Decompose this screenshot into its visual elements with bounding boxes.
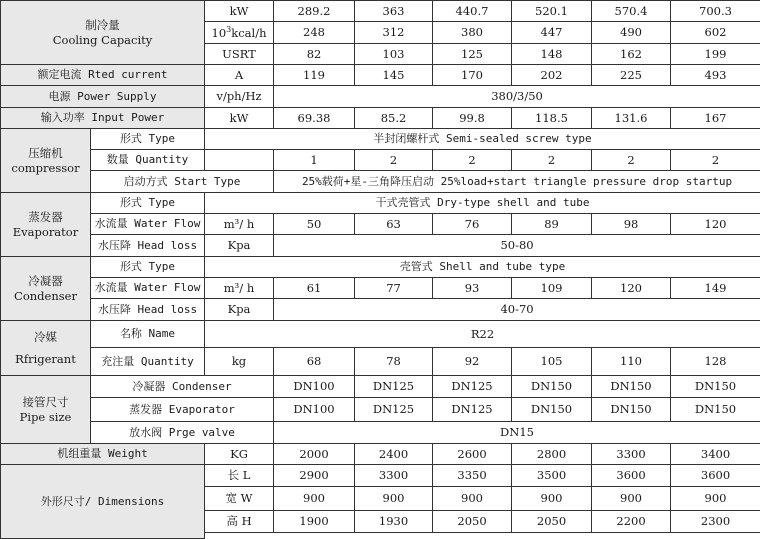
rated-current-value: 225 bbox=[592, 65, 671, 86]
row-weight bbox=[1, 444, 760, 465]
evaporator-head-value: 50-80 bbox=[274, 235, 760, 257]
pipe-condenser-value: DN125 bbox=[433, 376, 512, 398]
cooling-label-en: Cooling Capacity bbox=[4, 33, 201, 47]
evaporator-head-unit: Kpa bbox=[205, 235, 274, 257]
kcal-unit-suffix: kcal/h bbox=[231, 26, 266, 40]
input-power-unit: kW bbox=[205, 108, 274, 129]
evaporator-flow-value: 89 bbox=[512, 214, 592, 235]
evaporator-flow-label: 水流量 Water Flow bbox=[91, 214, 205, 235]
refrigerant-charge-value: 78 bbox=[355, 348, 433, 376]
refrigerant-label-cn: 冷媒 bbox=[4, 330, 87, 344]
rated-current-label: 额定电流 Rted current bbox=[1, 65, 205, 86]
cooling-kcal-value: 490 bbox=[592, 22, 671, 44]
rated-current-value: 493 bbox=[671, 65, 760, 86]
row-dim-length bbox=[1, 465, 760, 487]
dim-height-value: 2300 bbox=[671, 511, 760, 533]
rated-current-unit: A bbox=[205, 65, 274, 86]
rated-current-value: 145 bbox=[355, 65, 433, 86]
input-power-label: 输入功率 Input Power bbox=[1, 108, 205, 129]
row-rated-current bbox=[1, 65, 760, 86]
condenser-type-value: 壳管式 Shell and tube type bbox=[205, 257, 760, 278]
compressor-qty-value: 2 bbox=[512, 150, 592, 171]
dim-width-unit: 宽 W bbox=[205, 487, 274, 511]
pipe-purge-value: DN15 bbox=[274, 422, 760, 444]
pipe-evaporator-value: DN150 bbox=[671, 398, 760, 422]
compressor-qty-value: 2 bbox=[433, 150, 512, 171]
dim-width-value: 900 bbox=[512, 487, 592, 511]
evaporator-flow-unit: m³/ h bbox=[205, 214, 274, 235]
condenser-label-en: Condenser bbox=[4, 289, 87, 303]
pipe-condenser-value: DN150 bbox=[671, 376, 760, 398]
pipe-condenser-label: 冷凝器 Condenser bbox=[91, 376, 274, 398]
row-condenser-head bbox=[1, 299, 760, 321]
dim-width-value: 900 bbox=[355, 487, 433, 511]
input-power-value: 85.2 bbox=[355, 108, 433, 129]
pipe-condenser-value: DN125 bbox=[355, 376, 433, 398]
condenser-type-label: 形式 Type bbox=[91, 257, 205, 278]
row-condenser-flow bbox=[1, 278, 760, 299]
dim-width-value: 900 bbox=[274, 487, 355, 511]
condenser-flow-value: 77 bbox=[355, 278, 433, 299]
pipe-evaporator-value: DN125 bbox=[433, 398, 512, 422]
dim-width-value: 900 bbox=[592, 487, 671, 511]
refrigerant-charge-value: 128 bbox=[671, 348, 760, 376]
dim-length-value: 3500 bbox=[512, 465, 592, 487]
condenser-label bbox=[1, 257, 91, 321]
evaporator-type-label: 形式 Type bbox=[91, 193, 205, 214]
input-power-value: 167 bbox=[671, 108, 760, 129]
pipe-label-en: Pipe size bbox=[4, 410, 87, 424]
refrigerant-charge-value: 110 bbox=[592, 348, 671, 376]
input-power-value: 99.8 bbox=[433, 108, 512, 129]
compressor-qty-value: 2 bbox=[355, 150, 433, 171]
refrigerant-name-label: 名称 Name bbox=[91, 321, 205, 348]
pipe-evaporator-value: DN150 bbox=[512, 398, 592, 422]
dimensions-label: 外形尺寸/ Dimensions bbox=[1, 465, 205, 539]
input-power-value: 69.38 bbox=[274, 108, 355, 129]
condenser-head-unit: Kpa bbox=[205, 299, 274, 321]
cooling-capacity-label bbox=[1, 1, 205, 65]
compressor-type-label: 形式 Type bbox=[91, 129, 205, 150]
cooling-kcal-value: 312 bbox=[355, 22, 433, 44]
row-compressor-start bbox=[1, 171, 760, 193]
rated-current-value: 170 bbox=[433, 65, 512, 86]
input-power-value: 131.6 bbox=[592, 108, 671, 129]
evaporator-flow-value: 63 bbox=[355, 214, 433, 235]
refrigerant-charge-label: 充注量 Quantity bbox=[91, 348, 205, 376]
row-compressor-type bbox=[1, 129, 760, 150]
cooling-kw-value: 289.2 bbox=[274, 1, 355, 22]
compressor-label-cn: 压缩机 bbox=[4, 146, 87, 160]
compressor-start-label: 启动方式 Start Type bbox=[91, 171, 274, 193]
refrigerant-label bbox=[1, 321, 91, 376]
pipe-evaporator-value: DN150 bbox=[592, 398, 671, 422]
pipe-size-label bbox=[1, 376, 91, 444]
row-power-supply bbox=[1, 86, 760, 108]
evaporator-label-cn: 蒸发器 bbox=[4, 210, 87, 224]
condenser-flow-label: 水流量 Water Flow bbox=[91, 278, 205, 299]
weight-value: 3400 bbox=[671, 444, 760, 465]
weight-unit: KG bbox=[205, 444, 274, 465]
compressor-qty-value: 2 bbox=[671, 150, 760, 171]
evaporator-label-en: Evaporator bbox=[4, 225, 87, 239]
dim-width-value: 900 bbox=[671, 487, 760, 511]
row-compressor-qty bbox=[1, 150, 760, 171]
cooling-kw-value: 570.4 bbox=[592, 1, 671, 22]
dim-height-value: 1900 bbox=[274, 511, 355, 533]
condenser-flow-value: 61 bbox=[274, 278, 355, 299]
evaporator-label bbox=[1, 193, 91, 257]
cooling-usrt-value: 125 bbox=[433, 44, 512, 65]
dim-length-value: 3300 bbox=[355, 465, 433, 487]
pipe-evaporator-value: DN100 bbox=[274, 398, 355, 422]
cooling-usrt-value: 162 bbox=[592, 44, 671, 65]
cooling-kcal-value: 602 bbox=[671, 22, 760, 44]
cooling-kw-value: 363 bbox=[355, 1, 433, 22]
refrigerant-label-en: Rfrigerant bbox=[4, 352, 87, 366]
compressor-type-value: 半封闭螺杆式 Semi-sealed screw type bbox=[205, 129, 760, 150]
weight-value: 2800 bbox=[512, 444, 592, 465]
row-evaporator-head bbox=[1, 235, 760, 257]
weight-value: 2600 bbox=[433, 444, 512, 465]
cooling-kcal-value: 248 bbox=[274, 22, 355, 44]
pipe-evaporator-value: DN125 bbox=[355, 398, 433, 422]
evaporator-type-value: 干式壳管式 Dry-type shell and tube bbox=[205, 193, 760, 214]
condenser-head-label: 水压降 Head loss bbox=[91, 299, 205, 321]
cooling-kcal-value: 447 bbox=[512, 22, 592, 44]
refrigerant-charge-unit: kg bbox=[205, 348, 274, 376]
cooling-usrt-value: 199 bbox=[671, 44, 760, 65]
evaporator-flow-value: 76 bbox=[433, 214, 512, 235]
input-power-value: 118.5 bbox=[512, 108, 592, 129]
dim-height-value: 2050 bbox=[433, 511, 512, 533]
compressor-qty-value: 2 bbox=[592, 150, 671, 171]
row-evaporator-flow bbox=[1, 214, 760, 235]
dim-height-value: 2200 bbox=[592, 511, 671, 533]
kcal-unit-sup: 3 bbox=[226, 25, 231, 34]
evaporator-flow-value: 98 bbox=[592, 214, 671, 235]
pipe-condenser-value: DN150 bbox=[512, 376, 592, 398]
dim-length-value: 3350 bbox=[433, 465, 512, 487]
row-evaporator-type bbox=[1, 193, 760, 214]
condenser-flow-value: 149 bbox=[671, 278, 760, 299]
dim-length-value: 3600 bbox=[671, 465, 760, 487]
rated-current-value: 119 bbox=[274, 65, 355, 86]
dim-width-value: 900 bbox=[433, 487, 512, 511]
cooling-usrt-value: 103 bbox=[355, 44, 433, 65]
pipe-label-cn: 接管尺寸 bbox=[4, 395, 87, 409]
rated-current-value: 202 bbox=[512, 65, 592, 86]
compressor-qty-unit bbox=[205, 150, 274, 171]
row-pipe-evaporator bbox=[1, 398, 760, 422]
compressor-qty-label: 数量 Quantity bbox=[91, 150, 205, 171]
row-input-power bbox=[1, 108, 760, 129]
evaporator-flow-value: 50 bbox=[274, 214, 355, 235]
evaporator-flow-value: 120 bbox=[671, 214, 760, 235]
condenser-flow-value: 93 bbox=[433, 278, 512, 299]
evaporator-head-label: 水压降 Head loss bbox=[91, 235, 205, 257]
cooling-kw-unit: kW bbox=[205, 1, 274, 22]
dim-height-value: 1930 bbox=[355, 511, 433, 533]
cooling-usrt-value: 148 bbox=[512, 44, 592, 65]
dim-height-value: 2050 bbox=[512, 511, 592, 533]
row-refrigerant-name bbox=[1, 321, 760, 348]
pipe-purge-label: 放水阀 Prge valve bbox=[91, 422, 274, 444]
refrigerant-charge-value: 92 bbox=[433, 348, 512, 376]
weight-value: 2400 bbox=[355, 444, 433, 465]
dim-height-unit: 高 H bbox=[205, 511, 274, 533]
weight-label: 机组重量 Weight bbox=[1, 444, 205, 465]
condenser-label-cn: 冷凝器 bbox=[4, 274, 87, 288]
condenser-flow-value: 120 bbox=[592, 278, 671, 299]
compressor-label bbox=[1, 129, 91, 193]
refrigerant-name-value: R22 bbox=[205, 321, 760, 348]
kcal-unit-prefix: 10 bbox=[212, 26, 227, 40]
power-supply-value: 380/3/50 bbox=[274, 86, 760, 108]
pipe-condenser-value: DN150 bbox=[592, 376, 671, 398]
condenser-flow-unit: m³/ h bbox=[205, 278, 274, 299]
cooling-kcal-value: 380 bbox=[433, 22, 512, 44]
compressor-label-en: compressor bbox=[4, 161, 87, 175]
cooling-kw-value: 520.1 bbox=[512, 1, 592, 22]
cooling-kcal-unit bbox=[205, 22, 274, 44]
bottom-edge-cell bbox=[205, 533, 760, 539]
weight-value: 2000 bbox=[274, 444, 355, 465]
refrigerant-charge-value: 105 bbox=[512, 348, 592, 376]
refrigerant-charge-value: 68 bbox=[274, 348, 355, 376]
pipe-evaporator-label: 蒸发器 Evaporator bbox=[91, 398, 274, 422]
condenser-flow-value: 109 bbox=[512, 278, 592, 299]
row-condenser-type bbox=[1, 257, 760, 278]
dim-length-unit: 长 L bbox=[205, 465, 274, 487]
condenser-head-value: 40-70 bbox=[274, 299, 760, 321]
compressor-start-value: 25%载荷+星-三角降压启动 25%load+start triangle pressure drop startup bbox=[274, 171, 760, 193]
power-supply-unit: v/ph/Hz bbox=[205, 86, 274, 108]
dim-length-value: 2900 bbox=[274, 465, 355, 487]
cooling-label-cn: 制冷量 bbox=[4, 18, 201, 32]
row-cooling-kw bbox=[1, 1, 760, 22]
row-pipe-condenser bbox=[1, 376, 760, 398]
dim-length-value: 3600 bbox=[592, 465, 671, 487]
cooling-kw-value: 700.3 bbox=[671, 1, 760, 22]
cooling-usrt-unit: USRT bbox=[205, 44, 274, 65]
pipe-condenser-value: DN100 bbox=[274, 376, 355, 398]
compressor-qty-value: 1 bbox=[274, 150, 355, 171]
power-supply-label: 电源 Power Supply bbox=[1, 86, 205, 108]
row-pipe-purge bbox=[1, 422, 760, 444]
cooling-kw-value: 440.7 bbox=[433, 1, 512, 22]
weight-value: 3300 bbox=[592, 444, 671, 465]
cooling-usrt-value: 82 bbox=[274, 44, 355, 65]
row-refrigerant-charge bbox=[1, 348, 760, 376]
